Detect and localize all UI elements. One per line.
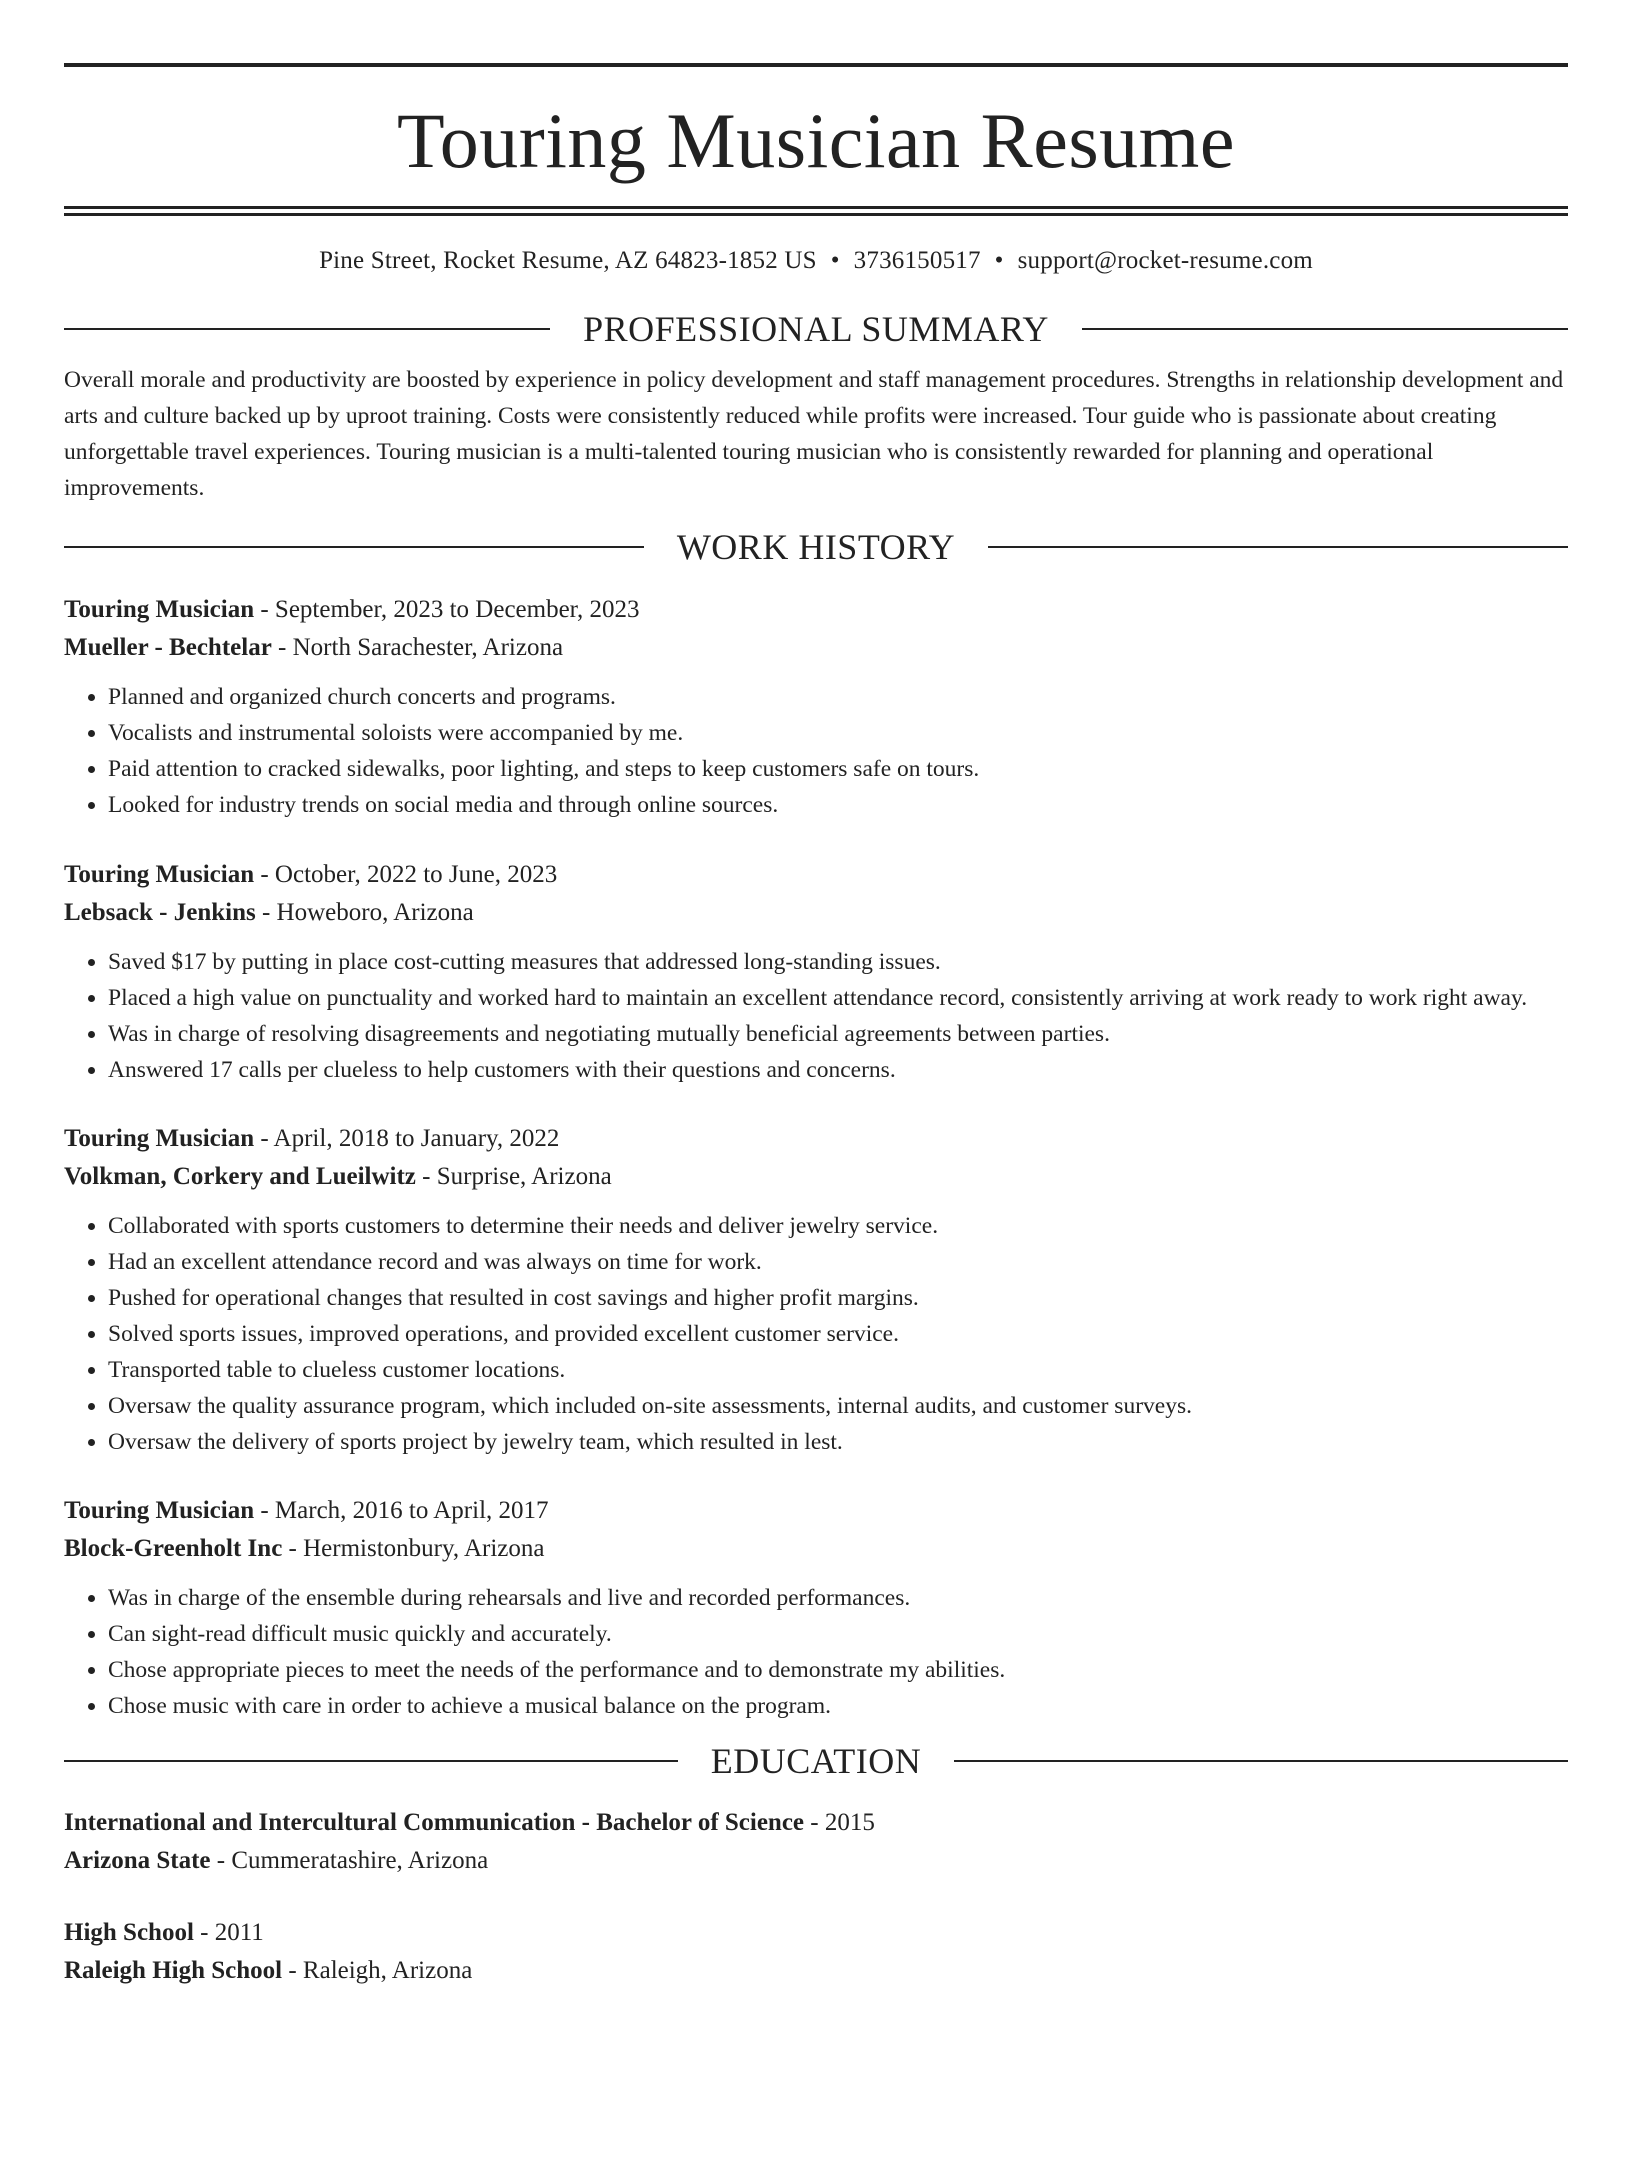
- job-bullet-item: • Answered 17 calls per clueless to help customers with their questions and concerns.: [108, 1052, 1568, 1088]
- job-title: Touring Musician: [64, 1125, 255, 1152]
- heading-rule-left: [64, 1760, 678, 1762]
- education-degree: High School: [64, 1919, 194, 1946]
- education-degree: International and Intercultural Communication - Bachelor of Science: [64, 1809, 805, 1836]
- education-school: Raleigh High School: [64, 1957, 283, 1984]
- job-company-line: [64, 1158, 1568, 1196]
- job-company: Mueller - Bechtelar: [64, 634, 272, 661]
- education-degree-line: [64, 1804, 1568, 1842]
- job-bullet-item: • Pushed for operational changes that resulted in cost savings and higher profit margins.: [108, 1280, 1568, 1316]
- contact-separator: •: [830, 247, 840, 274]
- job-company-line: [64, 894, 1568, 932]
- job-entry: [64, 1492, 1568, 1724]
- education-location: - Cummeratashire, Arizona: [210, 1847, 489, 1874]
- summary-text: Overall morale and productivity are boosted by experience in policy development and staff management procedures. Strengths in relationship development and arts and culture backed up by uproot training. Costs were consistently reduced while profits were increased. Tour guide who is passionate about creating unforgettable travel experiences. Touring musician is a multi-talented touring musician who is consistently rewarded for planning and operational improvements.: [64, 367, 1564, 501]
- job-bullet-item: • Can sight-read difficult music quickly and accurately.: [108, 1616, 1568, 1652]
- resume-title: Touring Musician Resume: [397, 97, 1235, 184]
- education-degree-line: [64, 1914, 1568, 1952]
- job-bullet-item: • Vocalists and instrumental soloists were accompanied by me.: [108, 715, 1568, 751]
- contact-address: Pine Street, Rocket Resume, AZ 64823-1852 US: [319, 247, 817, 274]
- job-bullet-item: • Chose appropriate pieces to meet the needs of the performance and to demonstrate my abilities.: [108, 1652, 1568, 1688]
- job-location: - Howeboro, Arizona: [255, 899, 474, 926]
- job-bullet-item: • Transported table to clueless customer locations.: [108, 1352, 1568, 1388]
- contact-email: support@rocket-resume.com: [1017, 247, 1313, 274]
- heading-rule-left: [64, 546, 644, 548]
- job-title-line: [64, 591, 1568, 629]
- job-title-line: [64, 1492, 1568, 1530]
- heading-rule-right: [954, 1760, 1568, 1762]
- summary-heading-label: PROFESSIONAL SUMMARY: [583, 309, 1049, 349]
- summary-section-heading: [64, 307, 1568, 351]
- job-bullets: [64, 679, 1568, 823]
- job-bullet-item: • Collaborated with sports customers to determine their needs and deliver jewelry service.: [108, 1208, 1568, 1244]
- job-company-line: [64, 1530, 1568, 1568]
- job-bullet-item: • Placed a high value on punctuality and worked hard to maintain an excellent attendance record, consistently arriving at work ready to work right away.: [108, 980, 1568, 1016]
- education-entry: [64, 1914, 1568, 1990]
- job-title-line: [64, 856, 1568, 894]
- heading-rule-right: [988, 546, 1568, 548]
- job-bullet-item: • Oversaw the delivery of sports project by jewelry team, which resulted in lest.: [108, 1424, 1568, 1460]
- job-dates: - March, 2016 to April, 2017: [254, 1497, 549, 1524]
- contact-separator: •: [994, 247, 1004, 274]
- job-location: - Hermistonbury, Arizona: [282, 1535, 545, 1562]
- job-dates: - April, 2018 to January, 2022: [254, 1125, 560, 1152]
- job-bullets: [64, 944, 1568, 1088]
- job-title: Touring Musician: [64, 861, 255, 888]
- job-bullet-item: • Chose music with care in order to achieve a musical balance on the program.: [108, 1688, 1568, 1724]
- contact-line: [64, 245, 1568, 277]
- job-company: Block-Greenholt Inc: [64, 1535, 283, 1562]
- job-bullet-item: • Solved sports issues, improved operations, and provided excellent customer service.: [108, 1316, 1568, 1352]
- job-bullet-item: • Was in charge of the ensemble during rehearsals and live and recorded performances.: [108, 1580, 1568, 1616]
- education-year: - 2011: [193, 1919, 264, 1946]
- work-heading-label: WORK HISTORY: [676, 527, 956, 567]
- work-section-heading: [64, 525, 1568, 569]
- education-location: - Raleigh, Arizona: [282, 1957, 473, 1984]
- job-bullets: [64, 1580, 1568, 1724]
- job-company: Lebsack - Jenkins: [64, 899, 256, 926]
- job-company-line: [64, 629, 1568, 667]
- job-bullet-item: • Paid attention to cracked sidewalks, poor lighting, and steps to keep customers safe on tours.: [108, 751, 1568, 787]
- resume-page: [0, 63, 1632, 1990]
- education-school: Arizona State: [64, 1847, 211, 1874]
- work-history-list: [64, 591, 1568, 1724]
- job-bullet-item: • Was in charge of resolving disagreements and negotiating mutually beneficial agreements between parties.: [108, 1016, 1568, 1052]
- job-bullet-item: • Saved $17 by putting in place cost-cutting measures that addressed long-standing issues.: [108, 944, 1568, 980]
- job-entry: [64, 1120, 1568, 1460]
- job-location: - North Sarachester, Arizona: [271, 634, 564, 661]
- contact-phone: 3736150517: [853, 247, 981, 274]
- heading-rule-right: [1082, 328, 1568, 330]
- job-entry: [64, 856, 1568, 1088]
- job-title: Touring Musician: [64, 1497, 255, 1524]
- job-bullet-item: • Oversaw the quality assurance program, which included on-site assessments, internal audits, and customer surveys.: [108, 1388, 1568, 1424]
- education-school-line: [64, 1842, 1568, 1880]
- education-section-heading: [64, 1739, 1568, 1783]
- education-heading-label: EDUCATION: [710, 1741, 922, 1781]
- title-double-rule: [64, 206, 1568, 216]
- education-list: [64, 1804, 1568, 1990]
- job-bullet-item: • Planned and organized church concerts and programs.: [108, 679, 1568, 715]
- heading-rule-left: [64, 328, 550, 330]
- job-dates: - October, 2022 to June, 2023: [254, 861, 558, 888]
- education-school-line: [64, 1952, 1568, 1990]
- education-year: - 2015: [804, 1809, 875, 1836]
- job-company: Volkman, Corkery and Lueilwitz: [64, 1163, 416, 1190]
- education-entry: [64, 1804, 1568, 1880]
- job-bullets: [64, 1208, 1568, 1460]
- job-title-line: [64, 1120, 1568, 1158]
- job-bullet-item: • Had an excellent attendance record and was always on time for work.: [108, 1244, 1568, 1280]
- job-location: - Surprise, Arizona: [415, 1163, 612, 1190]
- job-bullet-item: • Looked for industry trends on social media and through online sources.: [108, 787, 1568, 823]
- job-title: Touring Musician: [64, 596, 255, 623]
- job-entry: [64, 591, 1568, 823]
- job-dates: - September, 2023 to December, 2023: [254, 596, 640, 623]
